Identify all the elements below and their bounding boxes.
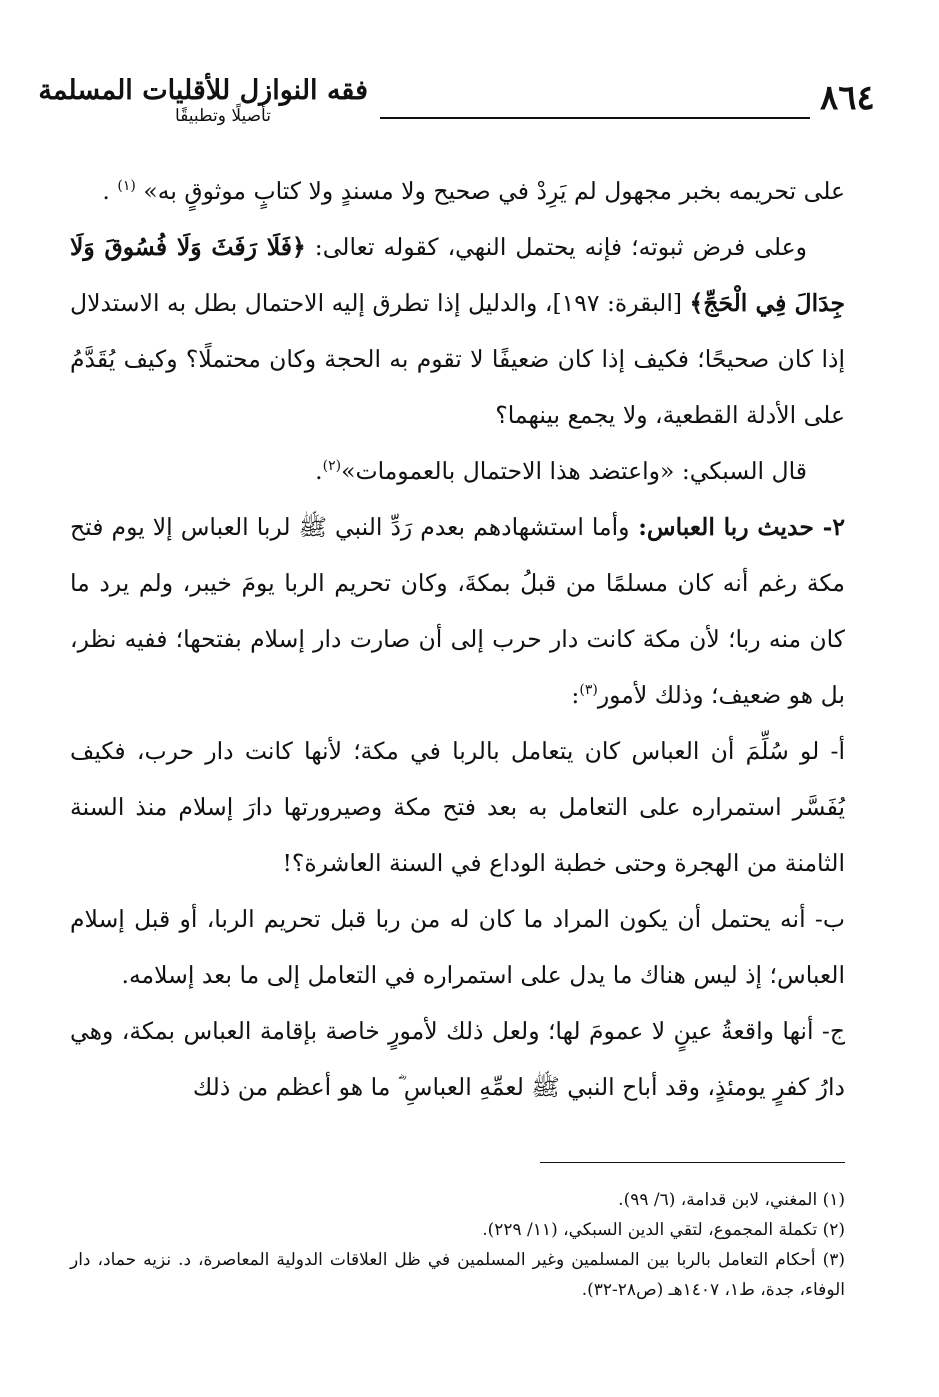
footnote-ref-2[interactable]: (٢): [322, 458, 342, 475]
quran-verse: ﴿فَلَا رَفَثَ وَلَا فُسُوقَ وَلَا جِدَالَ فِي الْحَجِّ﴾: [70, 233, 845, 317]
p2-text-b: [البقرة: ١٩٧]، والدليل إذا تطرق إليه الاحتمال بطل به الاستدلال إذا كان صحيحًا؛ فكيف إذا كان ضعيفًا لا تقوم به الحجة وكان محتملًا؟ وكيف يُقَدَّمُ على الأدلة القطعية، ولا يجمع بينهما؟: [70, 289, 845, 429]
footnote-ref-1[interactable]: (١): [117, 178, 136, 195]
paragraph-5: [70, 723, 845, 891]
book-subtitle: تأصيلًا وتطبيقًا: [175, 106, 271, 126]
p7-text: ج- أنها واقعةُ عينٍ لا عمومَ لها؛ ولعل ذلك لأمورٍ خاصة بإقامة العباس بمكة، وهي دارُ كفرٍ يومئذٍ، وقد أباح النبي ﷺ لعمِّهِ العباسِ ؓ ما هو أعظم من ذلك: [70, 1017, 845, 1101]
p5-text: أ- لو سُلِّمَ أن العباس كان يتعامل بالربا في مكة؛ لأنها كانت دار حرب، فكيف يُفَسَّر استمراره على التعامل به بعد فتح مكة وصيرورتها دارَ إسلام منذ السنة الثامنة من الهجرة وحتى خطبة الوداع في السنة العاشرة؟!: [70, 737, 845, 877]
footnote-separator: [540, 1162, 845, 1163]
paragraph-1: [70, 163, 845, 219]
paragraph-2: [70, 219, 845, 443]
p2-text-a: وعلى فرض ثبوته؛ فإنه يحتمل النهي، كقوله تعالى:: [305, 233, 807, 261]
footnotes: [70, 1185, 845, 1305]
paragraph-3: [70, 443, 845, 499]
book-title-block: [38, 74, 368, 126]
header-rule: [380, 117, 810, 119]
p6-text: ب- أنه يحتمل أن يكون المراد ما كان له من ربا قبل تحريم الربا، أو قبل إسلام العباس؛ إذ ليس هناك ما يدل على استمراره في التعامل إلى ما بعد إسلامه.: [70, 905, 845, 989]
footnote-1: (١) المغني، لابن قدامة، (٦/ ٩٩).: [618, 1190, 845, 1210]
footnote-3: (٣) أحكام التعامل بالربا بين المسلمين وغير المسلمين في ظل العلاقات الدولية المعاصرة، د. نزيه حماد، دار الوفاء، جدة، ط١، ١٤٠٧هـ (ص٢٨-٣٢).: [70, 1250, 845, 1300]
paragraph-7: [70, 1003, 845, 1115]
book-title: فقه النوازل للأقليات المسلمة: [38, 75, 368, 106]
p3-end: .: [315, 457, 323, 485]
p4-end: :: [571, 681, 580, 709]
p1-text: على تحريمه بخبر مجهول لم يَرِدْ في صحيح ولا مسندٍ ولا كتابٍ موثوقٍ به»: [143, 177, 845, 205]
footnote-2: (٢) تكملة المجموع، لتقي الدين السبكي، (١١/ ٢٢٩).: [482, 1220, 845, 1240]
p3-text: قال السبكي: «واعتضد هذا الاحتمال بالعمومات»: [341, 457, 807, 485]
paragraph-6: [70, 891, 845, 1003]
page-number: ٨٦٤: [820, 78, 875, 118]
main-text: [70, 163, 845, 1115]
p1-end: .: [102, 177, 110, 205]
paragraph-4: [70, 499, 845, 723]
p4-text: وأما استشهادهم بعدم رَدِّ النبي ﷺ لربا العباس إلا يوم فتح مكة رغم أنه كان مسلمًا من قبلُ بمكةَ، وكان تحريم الربا يومَ خيبر، ولم يرد ما كان منه ربا؛ لأن مكة كانت دار حرب إلى أن صارت دار إسلام بفتحها؛ ففيه نظر، بل هو ضعيف؛ وذلك لأمور: [70, 513, 845, 709]
section-heading: ٢- حديث ربا العباس:: [629, 513, 845, 541]
footnote-ref-3[interactable]: (٣): [579, 682, 598, 699]
